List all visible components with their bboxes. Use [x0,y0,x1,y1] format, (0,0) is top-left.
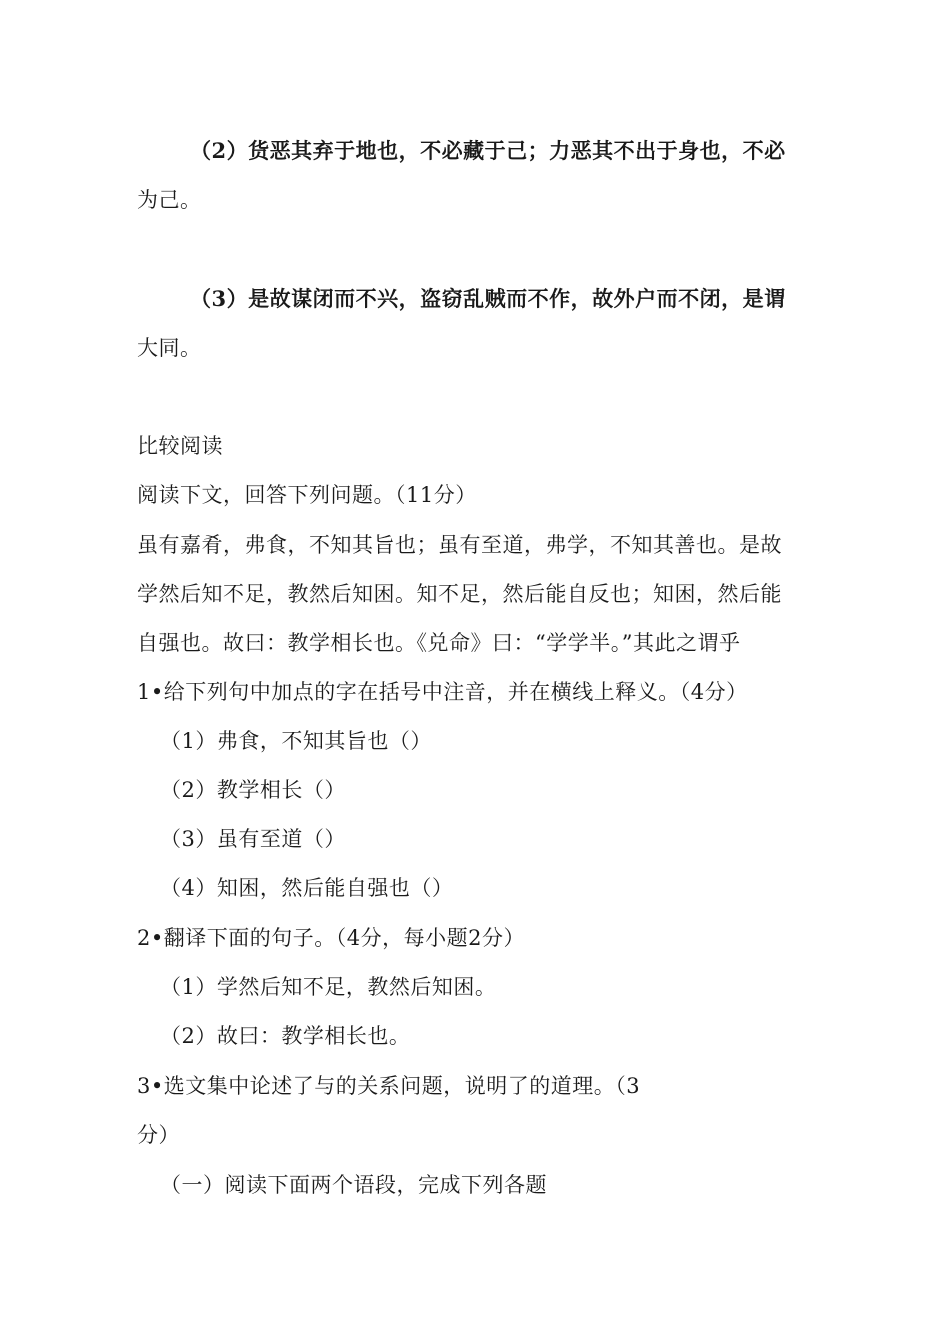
section-2-heading: （一）阅读下面两个语段，完成下列各题 [160,1173,547,1197]
question-2-item-2: （2）故曰：教学相长也。 [160,1024,411,1048]
question-1-item-1: （1）弗食，不知其旨也（） [160,729,432,753]
section-title: 比较阅读 [137,434,223,458]
passage-line-3: 自强也。故曰：教学相长也。《兑命》曰：“学学半。”其此之谓乎 [137,631,741,655]
instruction-text: 阅读下文，回答下列问题。（11分） [137,483,477,507]
question-2-item-1: （1）学然后知不足，教然后知困。 [160,975,497,999]
question-1-title: 1•给下列句中加点的字在括号中注音，并在横线上释义。（4分） [137,680,748,704]
question-3-line-2: 分） [137,1123,180,1147]
paragraph-2-line-1: （2）货恶其弃于地也，不必藏于己；力恶其不出于身也，不必 [190,138,786,163]
passage-line-1: 虽有嘉肴，弗食，不知其旨也；虽有至道，弗学，不知其善也。是故 [137,533,782,557]
question-3-line-1: 3•选文集中论述了与的关系问题，说明了的道理。（3 [137,1074,641,1098]
passage-line-2: 学然后知不足，教然后知困。知不足，然后能自反也；知困，然后能 [137,582,782,606]
paragraph-3-line-1: （3）是故谋闭而不兴，盗窃乱贼而不作，故外户而不闭，是谓 [190,286,786,311]
question-1-item-3: （3）虽有至道（） [160,827,346,851]
paragraph-2-line-2: 为己。 [137,188,202,212]
paragraph-3-line-2: 大同。 [137,336,202,360]
question-1-item-2: （2）教学相长（） [160,778,346,802]
question-1-item-4: （4）知困，然后能自强也（） [160,876,454,900]
question-2-title: 2•翻译下面的句子。（4分，每小题2分） [137,926,525,950]
